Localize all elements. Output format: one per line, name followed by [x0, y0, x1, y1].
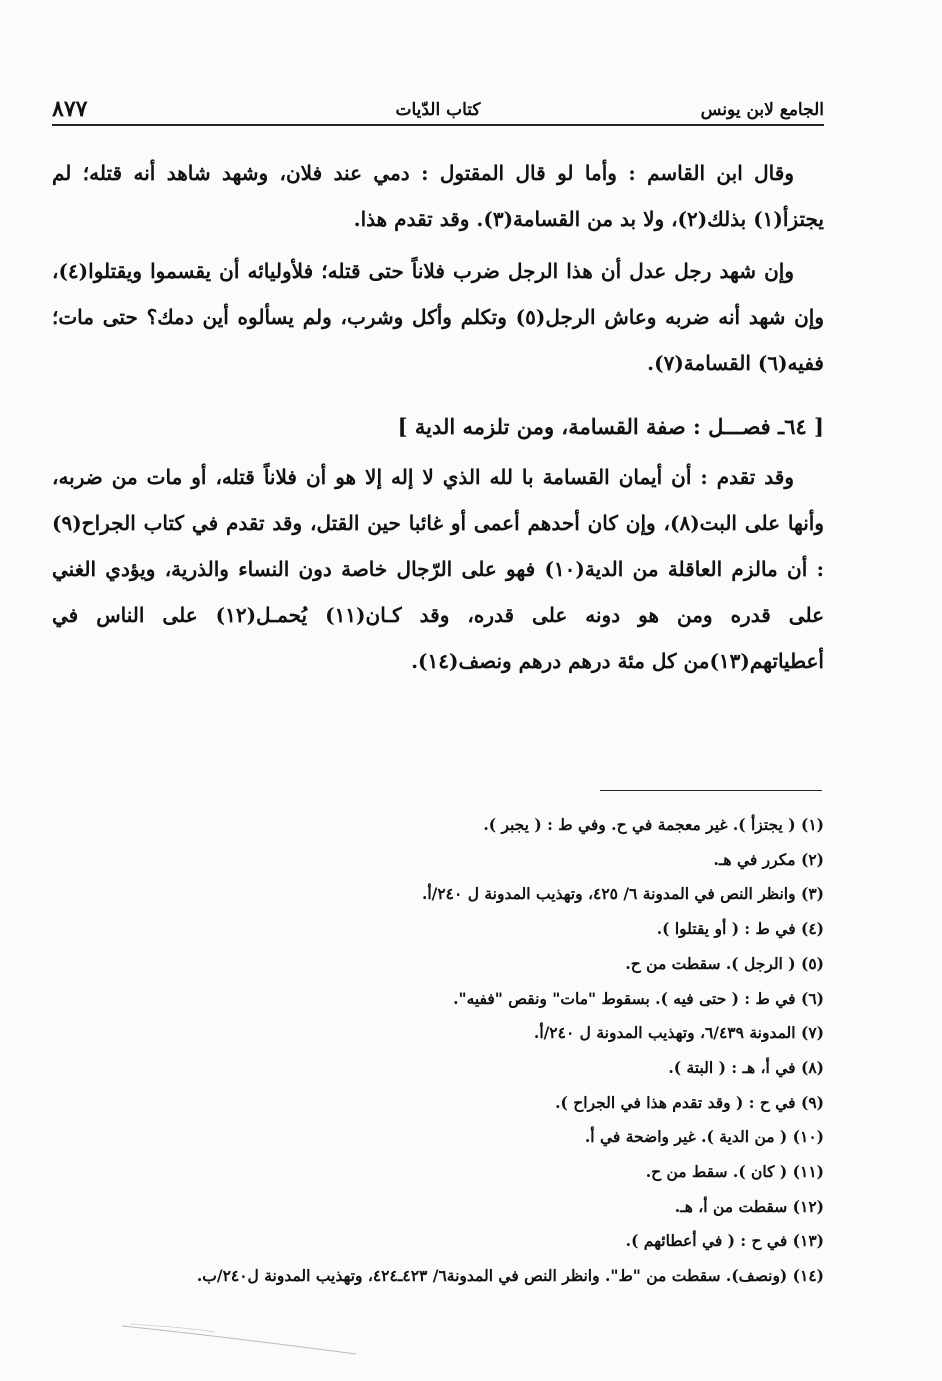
footnote: (٧) المدونة ٦/٤٣٩، وتهذيب المدونة ل ٢٤٠/أ. [533, 1023, 824, 1043]
scan-smudge [120, 1318, 360, 1358]
section-heading: [ ٦٤ـ فصـــل : صفة القسامة، ومن تلزمه الدية ] [397, 414, 824, 439]
header-divider [52, 124, 824, 126]
footnotes [52, 808, 824, 1294]
chapter-title: كتاب الدّيات [395, 100, 481, 120]
paragraph-1 [52, 150, 824, 242]
paragraph-2 [52, 248, 824, 386]
footnote: (٣) وانظر النص في المدونة ٦/ ٤٢٥، وتهذيب المدونة ل ٢٤٠/أ. [421, 884, 824, 904]
footnote: (١٢) سقطت من أ، هـ. [674, 1196, 824, 1216]
paragraph-2-text: وإن شهد رجل عدل أن هذا الرجل ضرب فلاناً حتى قتله؛ فلأوليائه أن يقسموا ويقتلوا(٤)، وإن شهد أنه ضربه وعاش الرجل(٥) وتكلم وأكل وشرب، ولم يسألوه أين دمك؟ حتى مات؛ ففيه(٦) القسامة(٧). [52, 259, 824, 375]
footnote: (٨) في أ، هـ : ( البتة ). [668, 1057, 824, 1077]
footnote: (١٤) (ونصف). سقطت من "ط". وانظر النص في المدونة٦/ ٤٢٣ـ٤٢٤، وتهذيب المدونة ل٢٤٠/ب. [196, 1266, 824, 1286]
paragraph-3-lead: وقد تقدم : [691, 465, 794, 489]
footnote: (١١) ( كان ). سقط من ح. [645, 1162, 824, 1182]
footnote: (٤) في ط : ( أو يقتلوا ). [656, 919, 824, 939]
running-header [52, 96, 824, 124]
page-number: ٨٧٧ [52, 96, 88, 122]
footnote: (٥) ( الرجل ). سقطت من ح. [625, 953, 824, 973]
footnote: (٩) في ح : ( وقد تقدم هذا في الجراح ). [555, 1092, 824, 1112]
footnote: (٦) في ط : ( حتى فيه ). بسقوط "مات" ونقص "ففيه". [453, 988, 824, 1008]
footnote: (١) ( يجتزأ ). غير معجمة في ح. وفي ط : ( يجبر ). [483, 815, 824, 834]
book-title: الجامع لابن يونس [700, 100, 824, 120]
footnote: (٢) مكرر في هـ. [713, 849, 824, 869]
main-text [52, 150, 824, 684]
footnote: (١٣) في ح : ( في أعطائهم ). [625, 1231, 824, 1251]
paragraph-3-text: أن أيمان القسامة با لله الذي لا إله إلا هو أن فلاناً قتله، أو مات من ضربه، وأنها على البت(٨)، وإن كان أحدهم أعمى أو غائبا حين القتل، وقد تقدم في كتاب الجراح(٩) : أن مالزم العاقلة من الدية(١٠) فهو على الرّجال خاصة دون النساء والذرية، ويؤدي الغني على قدره ومن هو دونه على قدره، وقد كـان(١١) يُحمـل(١٢) على الناس في أعطياتهم(١٣)من كل مئة درهم درهم ونصف(١٤). [52, 465, 824, 673]
footnote-divider [600, 790, 822, 791]
footnote: (١٠) ( من الدية ). غير واضحة في أ. [584, 1127, 824, 1147]
paragraph-1-lead: وقال ابن القاسم : [616, 161, 794, 185]
paragraph-1-text: وأما لو قال المقتول : دمي عند فلان، وشهد شاهد أنه قتله؛ لم يجتزأ(١) بذلك(٢)، ولا بد من القسامة(٣). وقد تقدم هذا. [52, 161, 824, 231]
paragraph-3 [52, 454, 824, 684]
